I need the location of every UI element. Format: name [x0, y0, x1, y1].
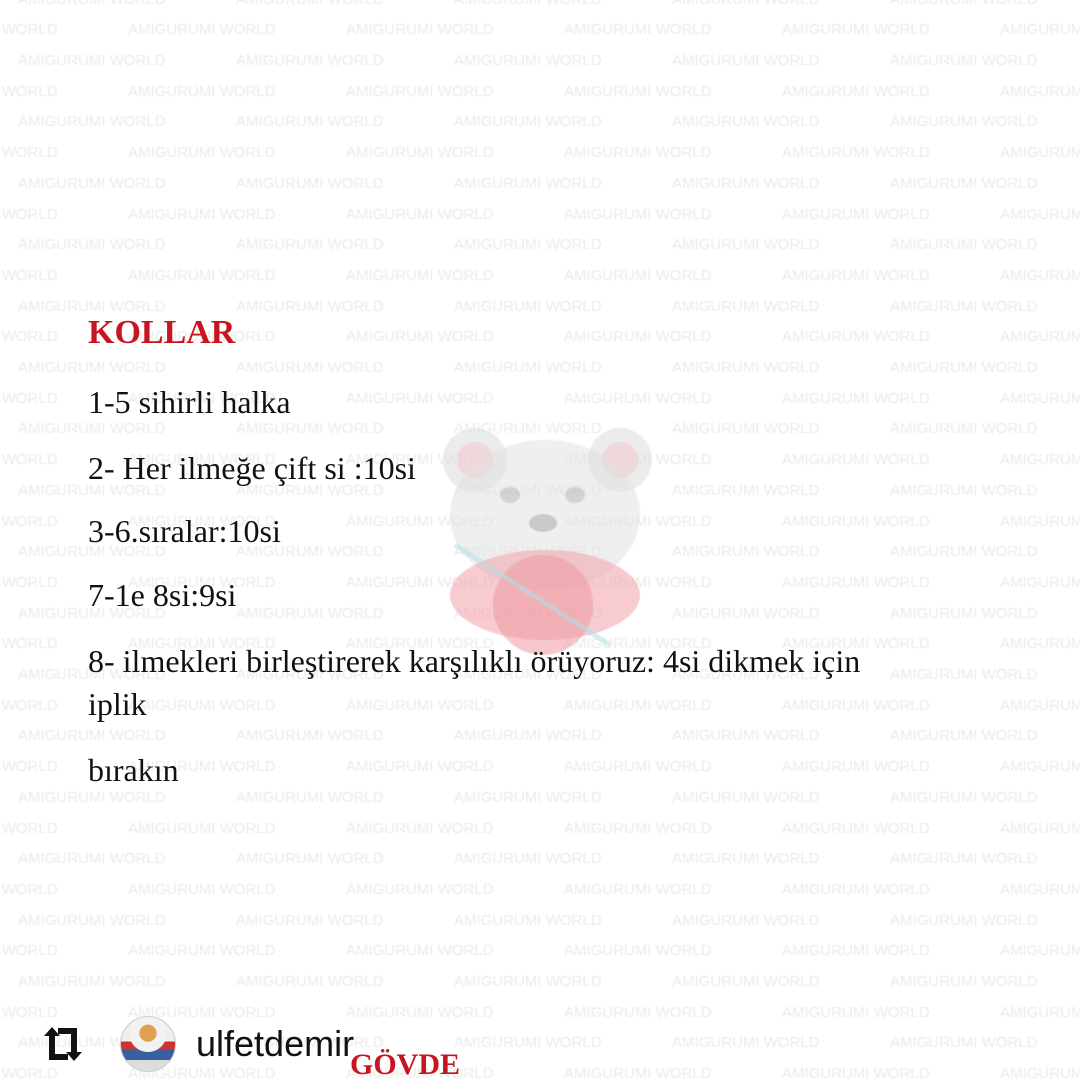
pattern-line: 7-1e 8si:9si — [88, 577, 237, 613]
pattern-line: 8- ilmekleri birleştirerek karşılıklı örüyoruz: 4si dikmek için — [88, 643, 861, 679]
next-section-title: GÖVDE — [350, 1048, 461, 1081]
pattern-line: 1-5 sihirli halka — [88, 384, 291, 420]
avatar[interactable] — [120, 1016, 176, 1072]
section-title: KOLLAR — [88, 314, 236, 351]
repost-bar — [40, 1016, 354, 1072]
pattern-line: 3-6.sıralar:10si — [88, 513, 281, 549]
repost-icon — [40, 1024, 86, 1064]
username[interactable]: ulfetdemir — [196, 1023, 355, 1064]
pattern-line: bırakın — [88, 752, 179, 788]
pattern-line: iplik — [88, 686, 147, 722]
pattern-line: 2- Her ilmeğe çift si :10si — [88, 450, 416, 486]
